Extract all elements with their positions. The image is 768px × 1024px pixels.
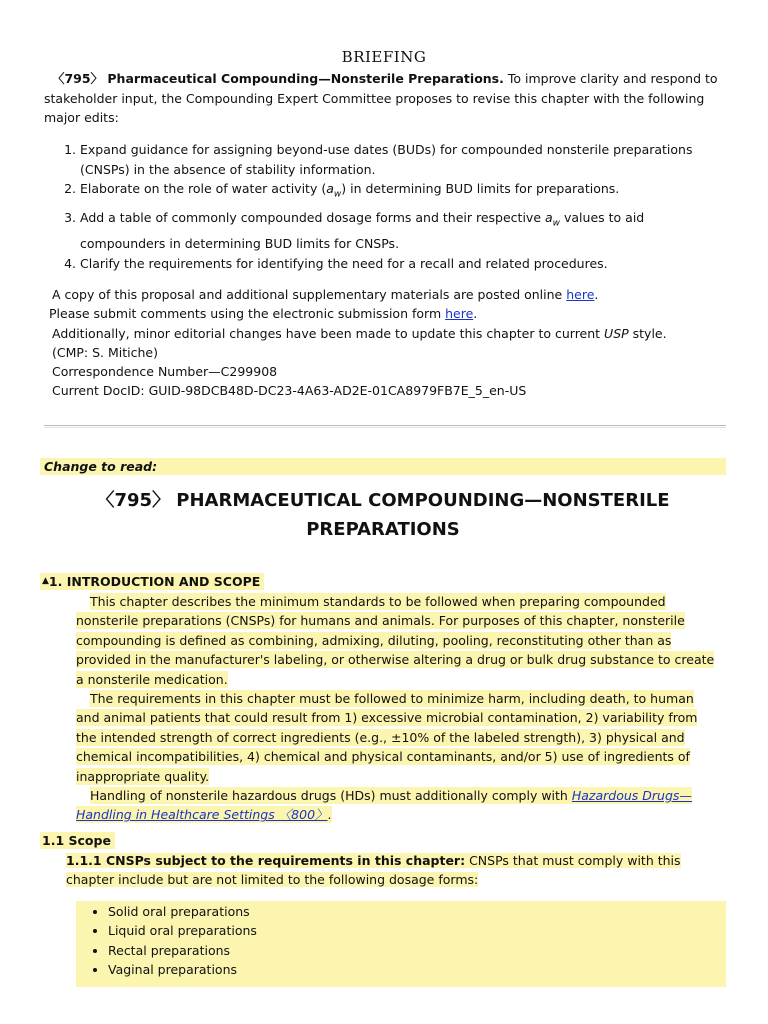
list-item: • Vaginal preparations: [108, 960, 726, 979]
change-to-read-label: Change to read:: [40, 458, 726, 475]
briefing-meta: [49, 285, 732, 401]
submit-line: Please submit comments using the electronic submission form here.: [49, 306, 478, 322]
list-item: • Rectal preparations: [108, 941, 726, 960]
briefing-intro: [44, 69, 724, 128]
cmp-line: (CMP: S. Mitiche): [52, 344, 158, 360]
revision-marker-icon: ▲: [42, 576, 49, 586]
list-item: 1. Expand guidance for assigning beyond-use dates (BUDs) for compounded nonsterile preparations (CNSPs) in the absence of stability information.: [80, 140, 724, 179]
intro-text: To improve clarity and respond to stakeholder input, the Compounding Expert Committee proposes to revise this chapter with the following major edits:: [44, 71, 718, 125]
hazardous-drugs-link[interactable]: Hazardous Drugs—Handling in Healthcare Settings 〈800〉: [76, 788, 692, 823]
list-item: • Solid oral preparations: [108, 902, 726, 921]
divider: [44, 425, 726, 428]
editorial-line: Additionally, minor editorial changes have been made to update this chapter to current USP style.: [52, 325, 667, 341]
major-edits-list: [44, 140, 724, 273]
paragraph: Handling of nonsterile hazardous drugs (HDs) must additionally comply with Hazardous Drugs—Handling in Healthcare Settings 〈800〉.: [76, 788, 692, 823]
paragraph: The requirements in this chapter must be followed to minimize harm, including death, to human and animal patients that could result from 1) excessive microbial contamination, 2) variability from the intended strength of correct ingredients (e.g., ±10% of the labeled strength), 3) physical and chemical incompatibilities, 4) chemical and physical contaminants, and/or 5) use of ingredients of inappropriate quality.: [76, 691, 698, 784]
chapter-reference: 〈795〉 Pharmaceutical Compounding—Nonsterile Preparations.: [51, 71, 504, 86]
briefing-heading: BRIEFING: [341, 48, 427, 66]
list-item: 3. Add a table of commonly compounded dosage forms and their respective $a_w$ values to aid compounders in determining BUD limits for CNSPs.: [80, 208, 724, 254]
scope-subsection: 1.1.1 CNSPs subject to the requirements in this chapter: CNSPs that must comply with this chapter include but are not limited to the following dosage forms:: [66, 853, 681, 888]
submission-form-link[interactable]: here: [445, 306, 474, 322]
list-item: • Liquid oral preparations: [108, 921, 726, 940]
correspondence-line: Correspondence Number—C299908: [52, 364, 278, 380]
chapter-title: 〈795〉 PHARMACEUTICAL COMPOUNDING—NONSTERILE PREPARATIONS: [96, 490, 670, 540]
dosage-forms-list: [76, 901, 726, 987]
copy-line: A copy of this proposal and additional supplementary materials are posted online here.: [52, 287, 599, 302]
docid-line: Current DocID: GUID-98DCB48D-DC23-4A63-AD2E-01CA8979FB7E_5_en-US: [52, 383, 527, 399]
supplementary-link[interactable]: here: [566, 287, 595, 302]
section-heading-scope: 1.1 Scope: [40, 832, 115, 849]
paragraph: This chapter describes the minimum standards to be followed when preparing compounded nonsterile preparations (CNSPs) for humans and animals. For purposes of this chapter, nonsterile compounding is defined as combining, admixing, diluting, pooling, reconstituting other than as provided in the manufacturer's labeling, or otherwise altering a drug or bulk drug substance to create a nonsterile medication.: [76, 594, 715, 687]
list-item: 4. Clarify the requirements for identifying the need for a recall and related procedures.: [80, 254, 724, 274]
list-item: 2. Elaborate on the role of water activity $(a_w)$ in determining BUD limits for preparations.: [80, 179, 724, 205]
introduction-body: [76, 592, 716, 825]
section-heading-introduction: ▲1. INTRODUCTION AND SCOPE: [40, 573, 264, 590]
